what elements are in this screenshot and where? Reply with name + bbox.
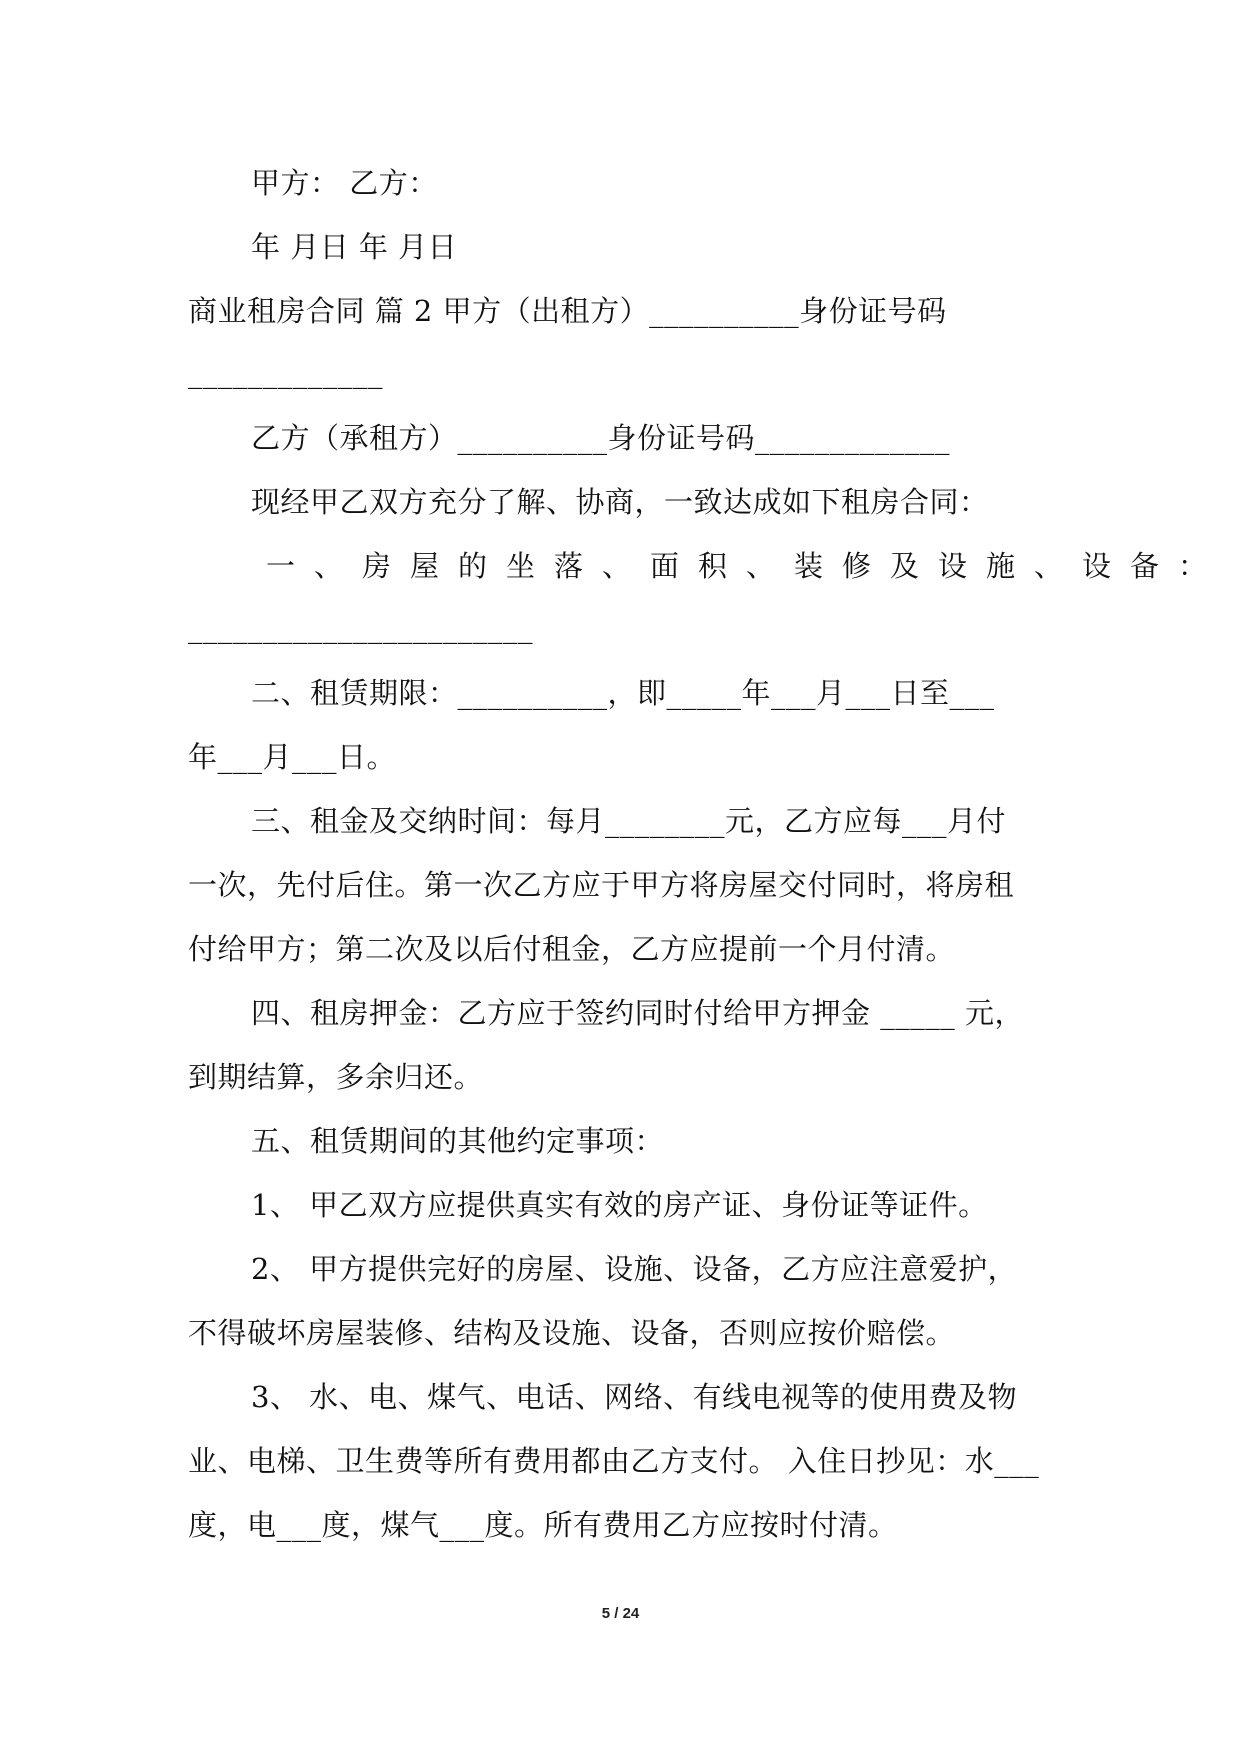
preamble-line: 现经甲乙双方充分了解、协商，一致达成如下租房合同： [251,485,989,519]
clause-4-continuation: 到期结算，多余归还。 [188,1060,484,1094]
clause-3-line: 三、租金及交纳时间：每月________元，乙方应每___月付 [251,804,1007,838]
signature-line: 甲方： 乙方： [251,166,438,200]
item-3-continuation: 度，电___度，煤气___度。所有费用乙方应按时付清。 [188,1508,898,1542]
item-2-continuation: 不得破坏房屋装修、结构及设施、设备，否则应按价赔偿。 [188,1316,956,1350]
date-line: 年 月日 年 月日 [251,230,458,264]
item-2-line: 2、 甲方提供完好的房屋、设施、设备，乙方应注意爱护， [251,1252,1018,1286]
clause-3-continuation: 一次，先付后住。第一次乙方应于甲方将房屋交付同时，将房租 [188,868,1015,902]
clause-3-continuation: 付给甲方；第二次及以后付租金，乙方应提前一个月付清。 [188,932,956,966]
clause-4-line: 四、租房押金：乙方应于签约同时付给甲方押金 _____ 元， [251,996,1024,1030]
blank-line: _______________________ [188,610,533,644]
item-3-continuation: 业、电梯、卫生费等所有费用都由乙方支付。 入住日抄见：水___ [188,1444,1040,1478]
clause-2-line: 二、租赁期限：__________，即_____年___月___日至___ [251,676,995,710]
contract-heading-line: 商业租房合同 篇 2 甲方（出租方）__________身份证号码 [188,294,947,328]
page-number: 5 / 24 [601,1605,640,1622]
item-3-line: 3、 水、电、煤气、电话、网络、有线电视等的使用费及物 [251,1380,1018,1414]
clause-5-line: 五、租赁期间的其他约定事项： [251,1124,665,1158]
clause-1-line: 一、房屋的坐落、面积、装修及设施、设备： [266,549,1227,583]
party-b-line: 乙方（承租方）__________身份证号码_____________ [251,421,951,455]
clause-2-continuation: 年___月___日。 [188,740,397,774]
blank-line: _____________ [188,355,383,389]
item-1-line: 1、 甲乙双方应提供真实有效的房产证、身份证等证件。 [251,1188,988,1222]
